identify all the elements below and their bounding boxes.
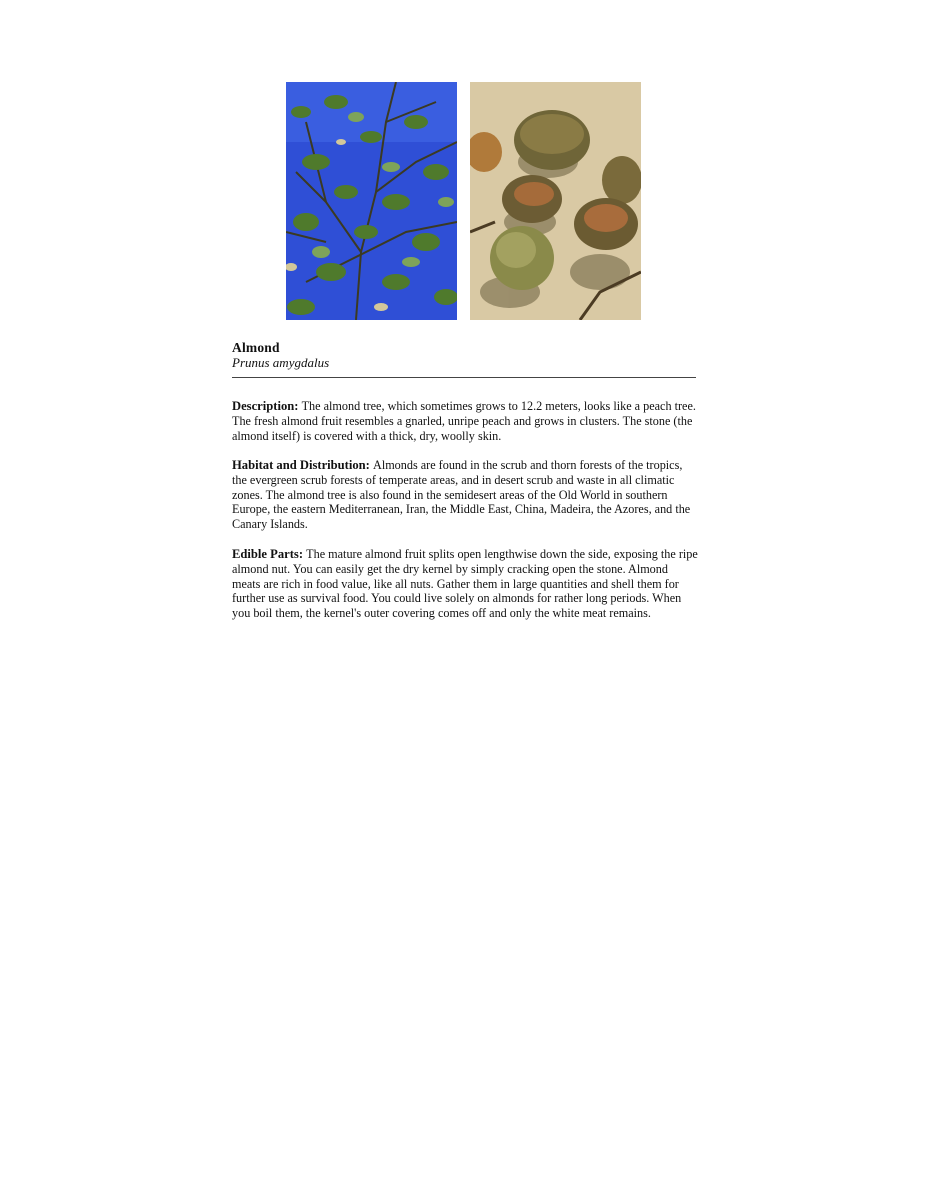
almond-fruit-photo [470,82,641,320]
habitat-label: Habitat and Distribution: [232,458,374,472]
latin-name: Prunus amygdalus [232,355,330,370]
description-label: Description: [232,399,302,413]
edible-parts-label: Edible Parts: [232,547,307,561]
plant-heading [232,340,696,370]
almond-tree-photo [286,82,457,320]
description-paragraph [232,399,698,443]
habitat-paragraph [232,458,698,532]
heading-divider [232,377,696,378]
edible-parts-paragraph [232,547,698,621]
habitat-text: Almonds are found in the scrub and thorn forests of the tropics, the evergreen scrub forests of temperate areas, and in desert scrub and waste in all climatic zones. The almond tree is also found in the semidesert areas of the Old World in southern Europe, the eastern Mediterranean, Iran, the Middle East, China, Madeira, the Azores, and the Canary Islands. [232,458,691,532]
common-name: Almond [232,340,280,355]
edible-parts-text: The mature almond fruit splits open lengthwise down the side, exposing the ripe almond nut. You can easily get the dry kernel by simply cracking open the stone. Almond meats are rich in food value, like all nuts. Gather them in large quantities and shell them for further use as survival food. You could live solely on almonds for rather long periods. When you boil them, the kernel's outer covering comes off and only the white meat remains. [232,547,698,621]
description-text: The almond tree, which sometimes grows to 12.2 meters, looks like a peach tree. The fresh almond fruit resembles a gnarled, unripe peach and grows in clusters. The stone (the almond itself) is covered with a thick, dry, woolly skin. [232,399,696,443]
